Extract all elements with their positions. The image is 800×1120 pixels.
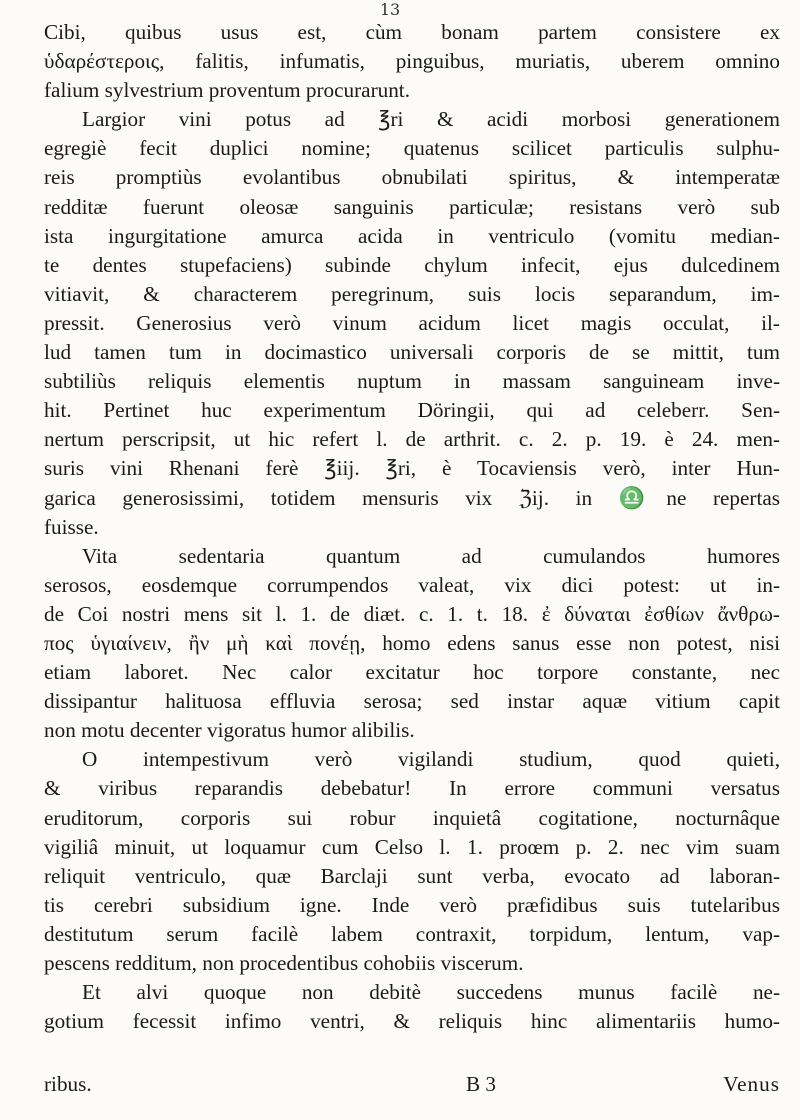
catchword: Venus (723, 1072, 780, 1096)
paragraph-start-line: Et alvi quoque non debitè succedens munus facilè ne- (82, 980, 780, 1005)
text-line: dissipantur halituosa effluvia serosa; sed instar aquæ vitium capit (44, 689, 780, 714)
text-line: gotium fecessit infimo ventri, & reliquis hinc alimentariis humo- (44, 1009, 780, 1034)
text-line: redditæ fuerunt oleosæ sanguinis particulæ; resistans verò sub (44, 194, 780, 219)
text-line: serosos, eosdemque corrumpendos valeat, vix dici potest: ut in- (44, 572, 780, 597)
text-line: ista ingurgitatione amurca acida in ventriculo (vomitu median- (44, 223, 780, 248)
text-line: Cibi, quibus usus est, cùm bonam partem consistere ex (44, 20, 780, 44)
text-line: nertum perscripsit, ut hic refert l. de arthrit. c. 2. p. 19. è 24. men- (44, 427, 780, 452)
page-number: 13 (379, 0, 401, 19)
paragraph-start-line: O intempestivum verò vigilandi studium, quod quieti, (82, 747, 780, 772)
text-line: hit. Pertinet huc experimentum Döringii, qui ad celeberr. Sen- (44, 398, 780, 423)
text-line: egregiè fecit duplici nomine; quatenus scilicet particulis sulphu- (44, 136, 780, 161)
text-line: lud tamen tum in docimastico universali corporis de se mittit, tum (44, 340, 780, 365)
text-line: de Coi nostri mens sit l. 1. de diæt. c. 1. t. 18. ἐ δύναται ἐσθίων ἄνθρω- (44, 601, 780, 626)
text-line: non motu decenter vigoratus humor alibilis. (44, 718, 415, 743)
text-line: & viribus reparandis debebatur! In errore communi versatus (44, 776, 780, 801)
text-line: falium sylvestrium proventum procurarunt. (44, 78, 410, 103)
page-footer (44, 1072, 780, 1102)
text-line: pescens redditum, non procedentibus cohobiis viscerum. (44, 951, 524, 975)
text-line: garica generosissimi, totidem mensuris vix ℨij. in ♎ne repertas (44, 485, 780, 510)
text-line: etiam laboret. Nec calor excitatur hoc torpore constante, nec (44, 660, 780, 685)
text-line: fuisse. (44, 514, 99, 539)
signature-mark: B 3 (466, 1072, 497, 1096)
text-line: reis promptiùs evolantibus obnubilati spiritus, & intemperatæ (44, 165, 780, 190)
text-line: suris vini Rhenani ferè ℥iij. ℥ri, è Tocaviensis verò, inter Hun- (44, 456, 780, 481)
last-line-text: ribus. (44, 1072, 92, 1096)
text-line: vitiavit, & characterem peregrinum, suis locis separandum, im- (44, 281, 780, 306)
text-line: vigiliâ minuit, ut loquamur cum Celso l. 1. proœm p. 2. nec vim suam (44, 834, 780, 859)
text-line: ὑδαρέστεροις, falitis, infumatis, pinguibus, muriatis, uberem omnino (44, 49, 780, 74)
text-line: pressit. Generosius verò vinum acidum licet magis occulat, il- (44, 310, 780, 335)
text-line: eruditorum, corporis sui robur inquietâ cogitatione, nocturnâque (44, 805, 780, 830)
text-line: tis cerebri subsidium igne. Inde verò præfidibus suis tutelaribus (44, 892, 780, 917)
text-line: destitutum serum facilè labem contraxit, torpidum, lentum, vap- (44, 921, 780, 946)
text-line: te dentes stupefaciens) subinde chylum infecit, ejus dulcedinem (44, 252, 780, 277)
paragraph-start-line: Vita sedentaria quantum ad cumulandos humores (82, 543, 780, 568)
text-line: πος ὑγιαίνειν, ἢν μὴ καὶ πονέῃ, homo edens sanus esse non potest, nisi (44, 630, 780, 655)
text-line: subtiliùs reliquis elementis nuptum in massam sanguineam inve- (44, 369, 780, 394)
text-line: reliquit ventriculo, quæ Barclaji sunt verba, evocato ad laboran- (44, 863, 780, 888)
paragraph-start-line: Largior vini potus ad ℥ri & acidi morbosi generationem (82, 107, 780, 132)
body-text (44, 18, 780, 1036)
